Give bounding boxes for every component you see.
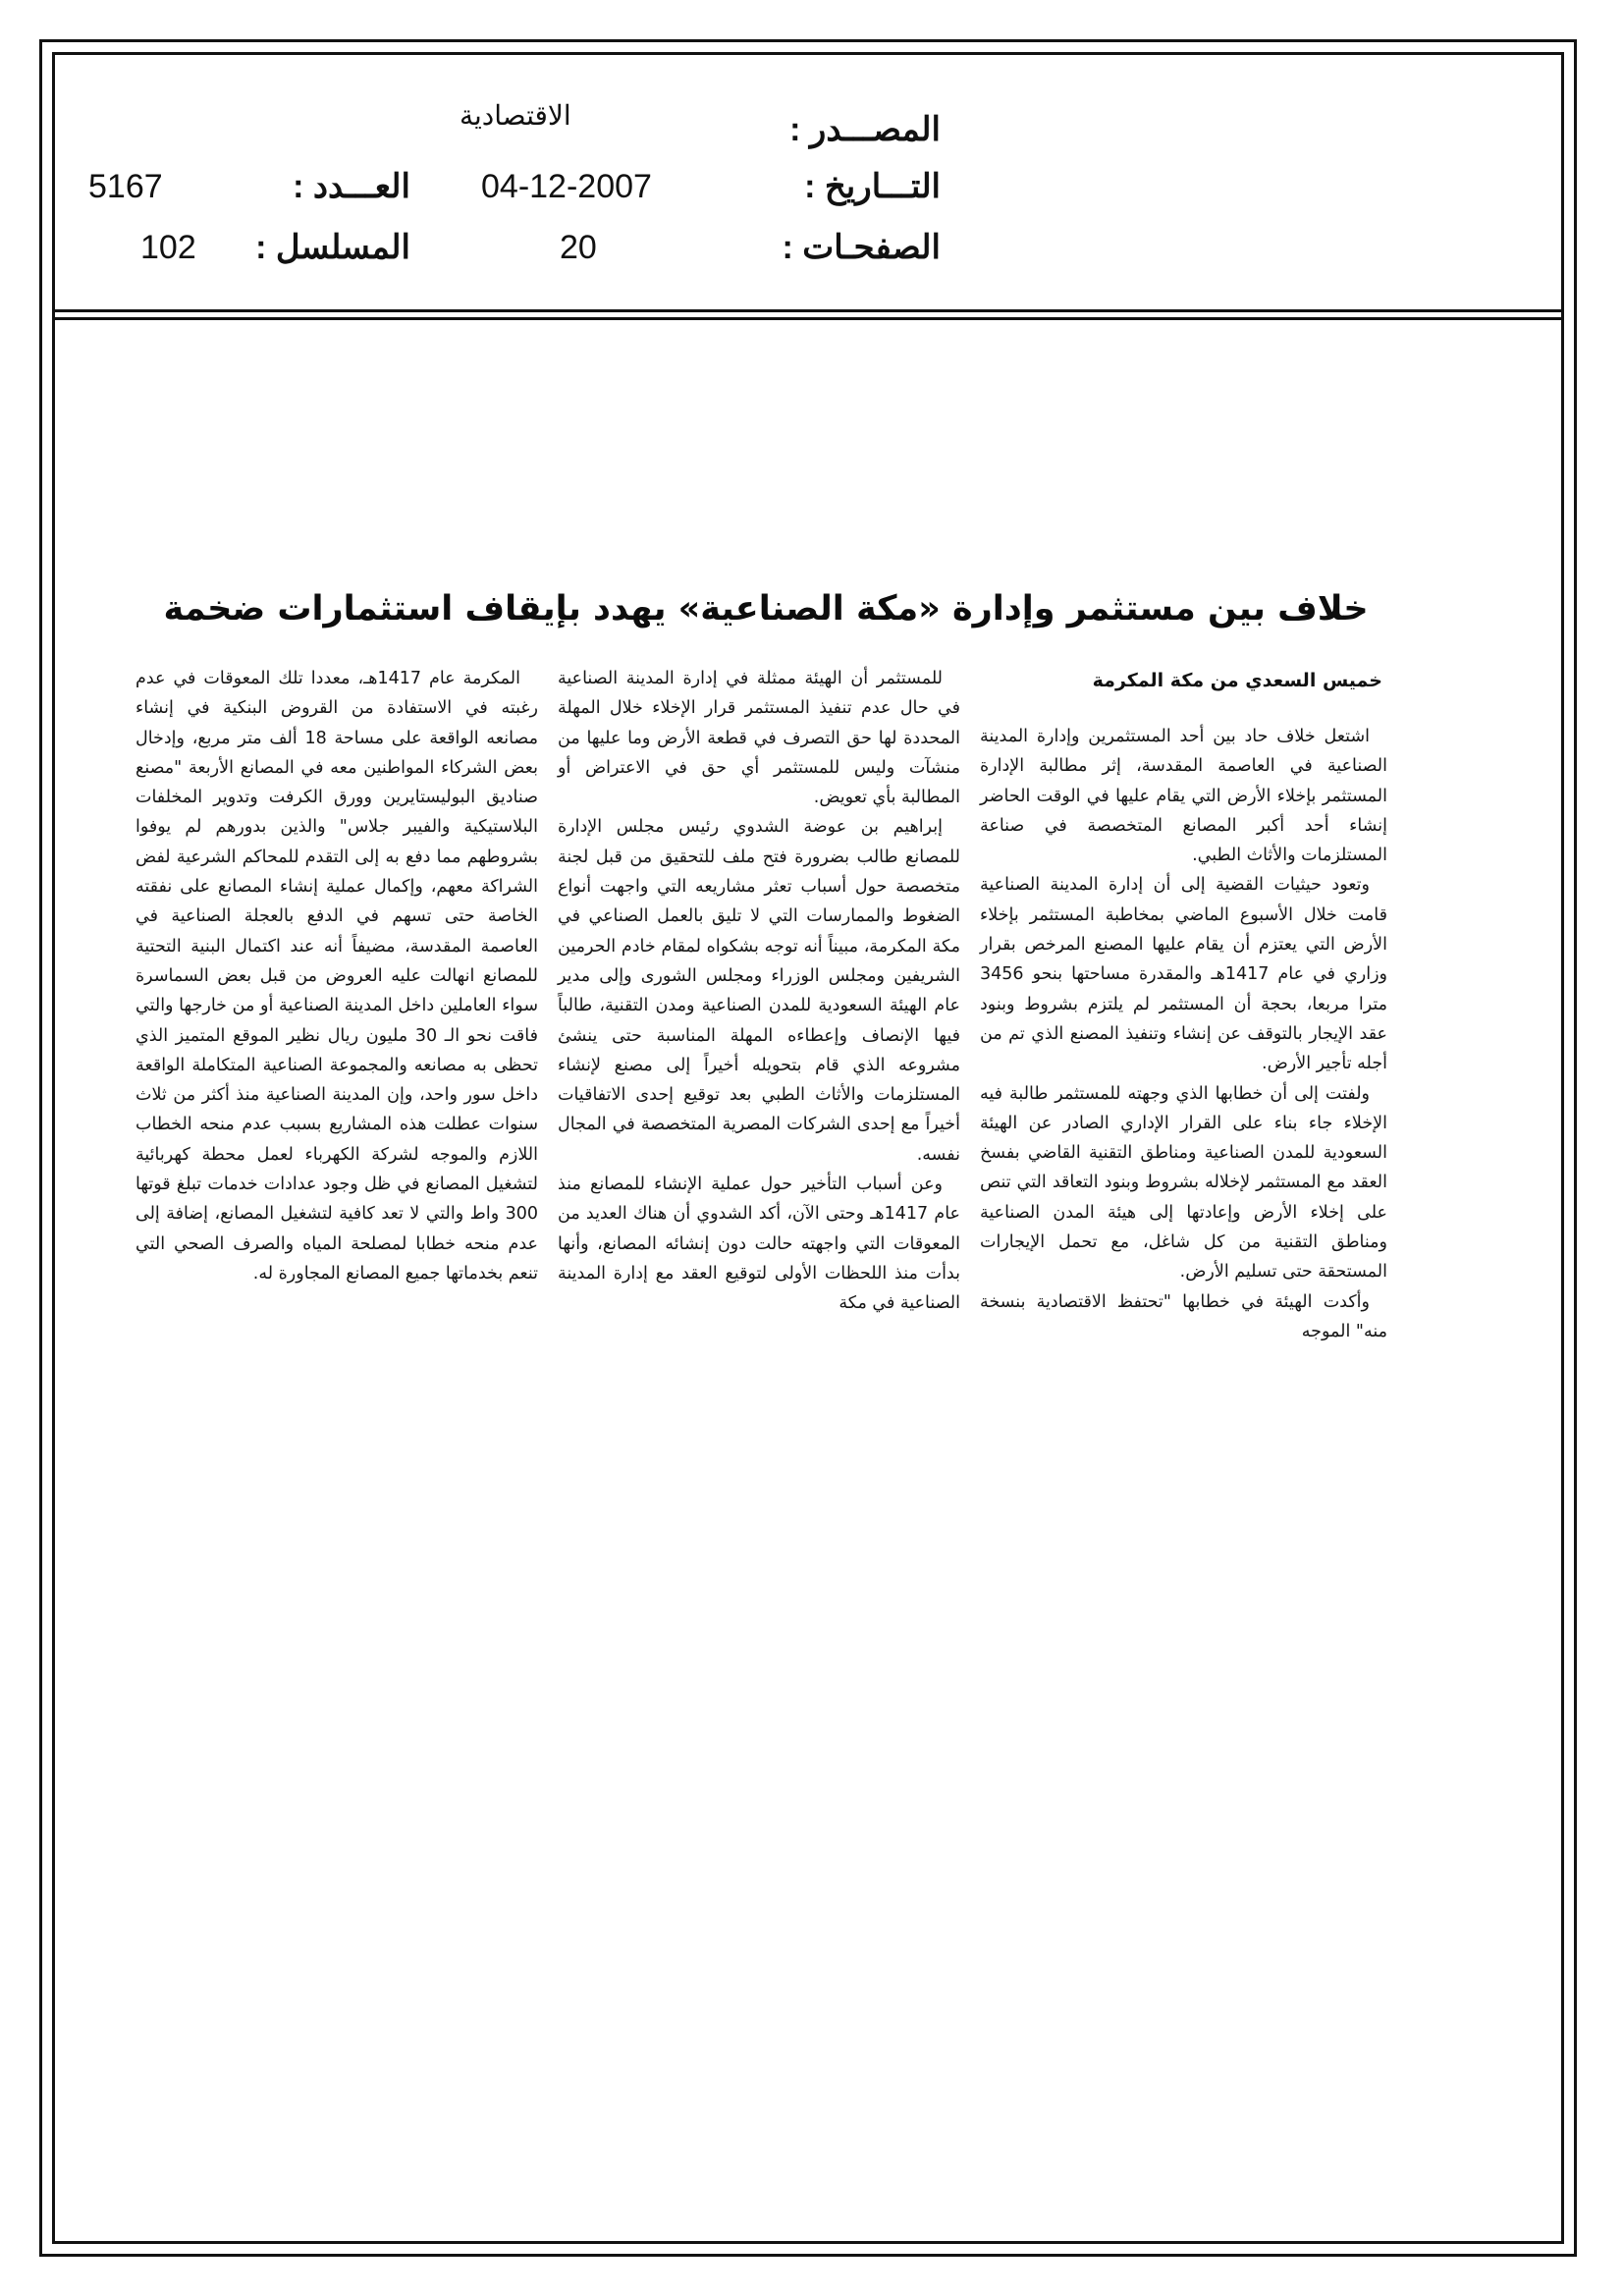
serial-value: 102 <box>140 229 196 266</box>
date-value: 04-12-2007 <box>481 168 652 205</box>
article-column-right <box>980 722 1387 1346</box>
header-divider-top <box>52 309 1564 312</box>
article-column-left <box>135 664 538 1288</box>
paragraph: وأكدت الهيئة في خطابها "تحتفظ الاقتصادية بنسخة منه" الموجه <box>980 1291 1387 1341</box>
source-value: الاقتصادية <box>460 100 571 131</box>
date-label: التـــاريخ : <box>804 168 941 205</box>
article-column-middle <box>558 664 960 1319</box>
issue-value: 5167 <box>88 168 163 205</box>
paragraph: للمستثمر أن الهيئة ممثلة في إدارة المدينة الصناعية في حال عدم تنفيذ المستثمر قرار الإخلاء خلال المهلة المحددة لها حق التصرف في قطعة الأرض وما عليها من منشآت وليس للمستثمر أي حق في الاعتراض أو المطالبة بأي تعويض. <box>558 669 960 808</box>
article-byline: خميس السعدي من مكة المكرمة <box>1092 670 1382 691</box>
paragraph: المكرمة عام 1417هـ، معددا تلك المعوقات في عدم رغبته في الاستفادة من القروض البنكية في إنشاء مصانعه الواقعة على مساحة 18 ألف متر مربع، وإدخال بعض الشركاء المواطنين معه في المصانع الأربعة "مصنع صناديق البوليستايرين وورق الكرفت وتدوير المخلفات البلاستيكية والفيبر جلاس" والذين بدورهم لم يوفوا بشروطهم مما دفع به إلى التقدم للمحاكم الشرعية لفض الشراكة معهم، وإكمال عملية إنشاء المصانع على نفقته الخاصة حتى تسهم في الدفع بالعجلة الصناعية في العاصمة المقدسة، مضيفاً أنه عند اكتمال البنية التحتية للمصانع انهالت عليه العروض من قبل بعض السماسرة سواء العاملين داخل المدينة الصناعية أو من خارجها والتي فاقت نحو الـ 30 مليون ريال نظير الموقع المتميز الذي تحظى به مصانعه والمجموعة الصناعية المتكاملة الواقعة داخل سور واحد، وإن المدينة الصناعية منذ أكثر من ثلاث سنوات عطلت هذه المشاريع بسبب عدم منحه الخطاب اللازم والموجه لشركة الكهرباء لعمل محطة كهربائية لتشغيل المصانع في ظل وجود عدادات خدمات تبلغ قوتها 300 واط والتي لا تعد كافية لتشغيل المصانع، إضافة إلى عدم منحه خطابا لمصلحة المياه والصرف الصحي التي تنعم بخدماتها جميع المصانع المجاورة له. <box>135 669 538 1284</box>
serial-label: المسلسل : <box>255 229 410 266</box>
pages-label: الصفحـات : <box>782 229 941 266</box>
header-divider-bottom <box>52 317 1564 320</box>
article-headline: خلاف بين مستثمر وإدارة «مكة الصناعية» يهدد بإيقاف استثمارات ضخمة <box>163 589 1369 629</box>
paragraph: وتعود حيثيات القضية إلى أن إدارة المدينة الصناعية قامت خلال الأسبوع الماضي بمخاطبة المستثمر بإخلاء الأرض التي يعتزم أن يقام عليها المصنع المرخص بقرار وزاري في عام 1417هـ والمقدرة مساحتها بنحو 3456 مترا مربعا، بحجة أن المستثمر لم يلتزم بشروط وبنود عقد الإيجار بالتوقف عن إنشاء وتنفيذ المصنع الذي تم من أجله تأجير الأرض. <box>980 875 1387 1074</box>
pages-value: 20 <box>560 229 597 266</box>
paragraph: وعن أسباب التأخير حول عملية الإنشاء للمصانع منذ عام 1417هـ وحتى الآن، أكد الشدوي أن هناك العديد من المعوقات التي واجهته حالت دون إنشائه المصانع، وأنها بدأت منذ اللحظات الأولى لتوقيع العقد مع إدارة المدينة الصناعية في مكة <box>558 1175 960 1314</box>
paragraph: ولفتت إلى أن خطابها الذي وجهته للمستثمر طالبة فيه الإخلاء جاء بناء على القرار الإداري الصادر عن الهيئة السعودية للمدن الصناعية ومناطق التقنية القاضي بفسخ العقد مع المستثمر لإخلاله بشروط وبنود التعاقد التي تنص على إخلاء الأرض وإعادتها إلى هيئة المدن الصناعية ومناطق التقنية من كل شاغل، مع تحمل الإيجارات المستحقة حتى تسليم الأرض. <box>980 1083 1387 1283</box>
paragraph: اشتعل خلاف حاد بين أحد المستثمرين وإدارة المدينة الصناعية في العاصمة المقدسة، إثر مطالبة الإدارة المستثمر بإخلاء الأرض التي يقام عليها في الوقت الحاضر إنشاء أحد أكبر المصانع المتخصصة في صناعة المستلزمات والأثاث الطبي. <box>980 727 1387 866</box>
source-label: المصـــدر : <box>789 111 941 148</box>
issue-label: العـــدد : <box>293 168 410 205</box>
paragraph: إبراهيم بن عوضة الشدوي رئيس مجلس الإدارة للمصانع طالب بضرورة فتح ملف للتحقيق من قبل لجنة متخصصة حول أسباب تعثر مشاريعه التي واجهت أنواع الضغوط والممارسات التي لا تليق بالعمل الصناعي في مكة المكرمة، مبيناً أنه توجه بشكواه لمقام خادم الحرمين الشريفين ومجلس الوزراء ومجلس الشورى وإلى مدير عام الهيئة السعودية للمدن الصناعية ومدن التقنية، طالباً فيها الإنصاف وإعطاءه المهلة المناسبة حتى ينشئ مشروعه الذي قام بتحويله أخيراً إلى مصنع لإنشاء المستلزمات والأثاث الطبي بعد توقيع إحدى الاتفاقيات أخيراً مع إحدى الشركات المصرية المتخصصة في المجال نفسه. <box>558 817 960 1165</box>
